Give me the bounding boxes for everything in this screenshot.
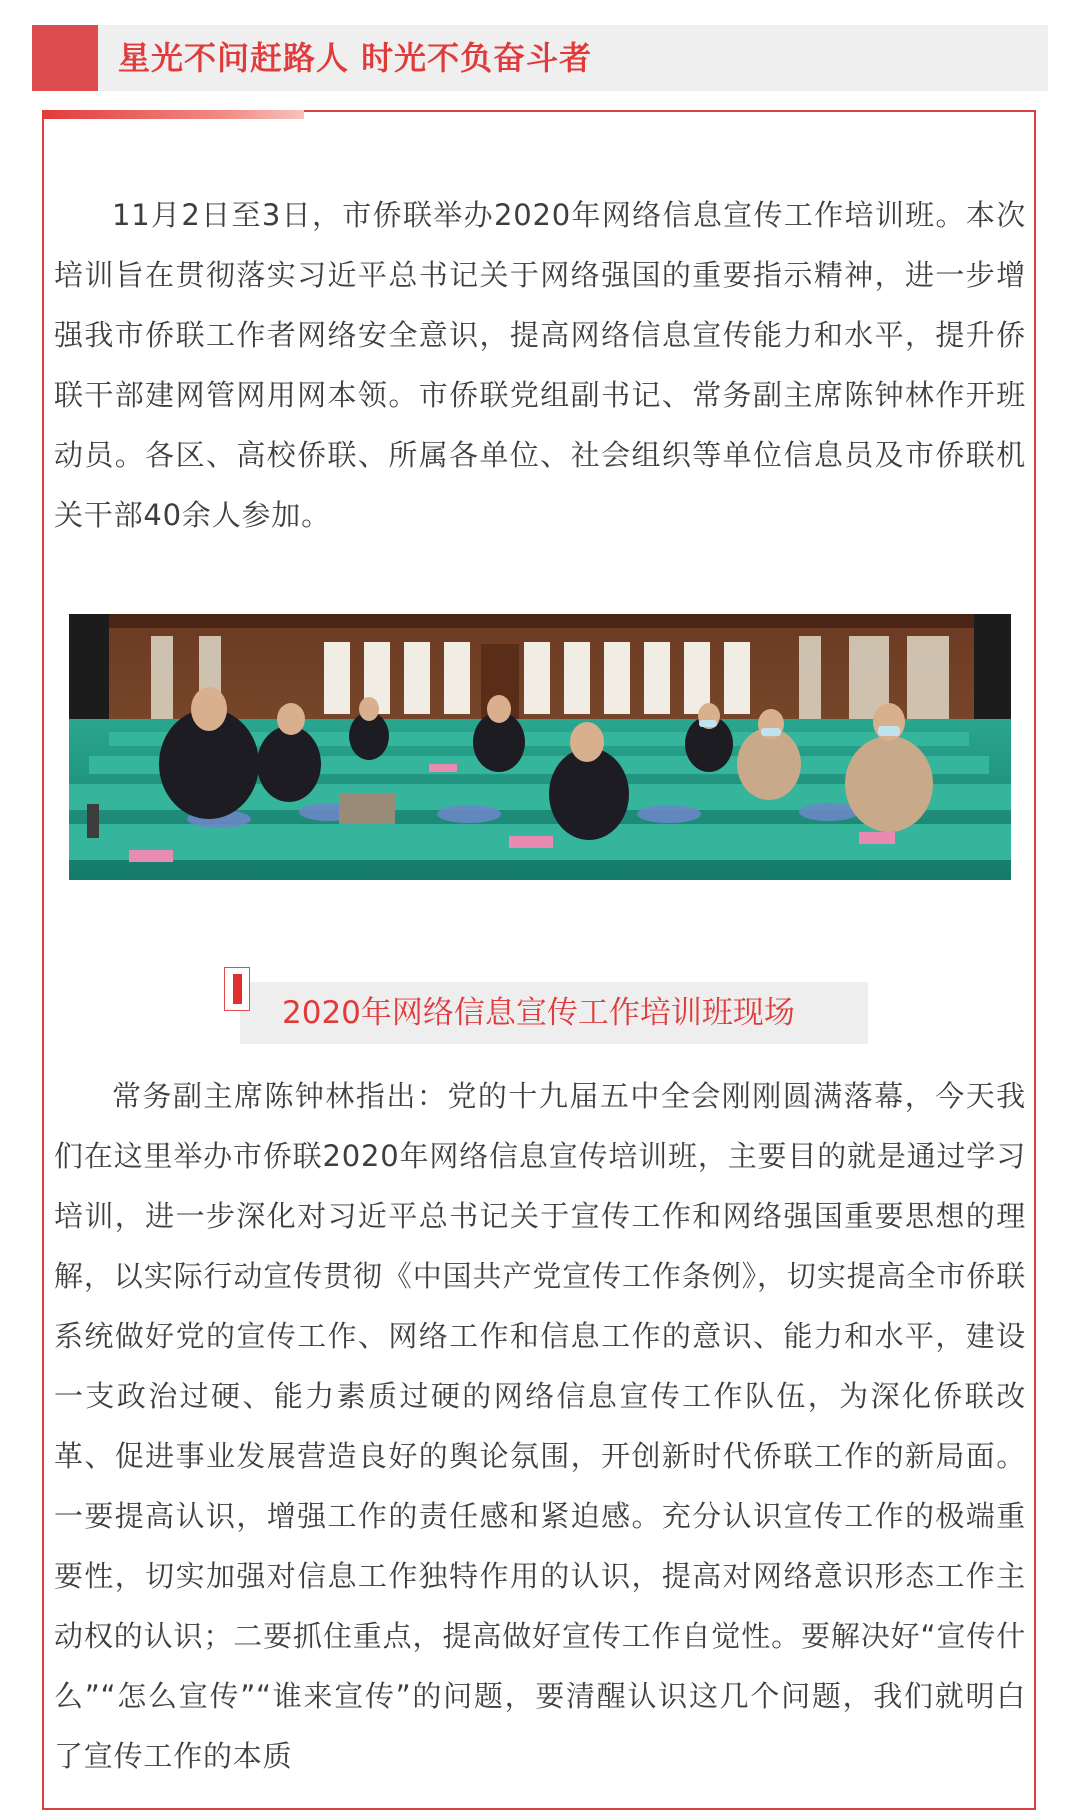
header-accent-block: [32, 25, 98, 91]
training-room-photo: [69, 614, 1011, 880]
article-paragraph-1: 11月2日至3日，市侨联举办2020年网络信息宣传工作培训班。本次培训旨在贯彻落实习近平总书记关于网络强国的重要指示精神，进一步增强我市侨联工作者网络安全意识，提高网络信息宣传能力和水平，提升侨联干部建网管网用网本领。市侨联党组副书记、常务副主席陈钟林作开班动员。各区、高校侨联、所属各单位、社会组织等单位信息员及市侨联机关干部40余人参加。: [54, 198, 1026, 532]
caption-marker-icon: [224, 967, 250, 1011]
section-header: [32, 25, 1048, 91]
article-paragraph-2: 常务副主席陈钟林指出：党的十九届五中全会刚刚圆满落幕，今天我们在这里举办市侨联2020年网络信息宣传培训班，主要目的就是通过学习培训，进一步深化对习近平总书记关于宣传工作和网络强国重要思想的理解，以实际行动宣传贯彻《中国共产党宣传工作条例》，切实提高全市侨联系统做好党的宣传工作、网络工作和信息工作的意识、能力和水平，建设一支政治过硬、能力素质过硬的网络信息宣传工作队伍，为深化侨联改革、促进事业发展营造良好的舆论氛围，开创新时代侨联工作的新局面。一要提高认识，增强工作的责任感和紧迫感。充分认识宣传工作的极端重要性，切实加强对信息工作独特作用的认识，提高对网络意识形态工作主动权的认识；二要抓住重点，提高做好宣传工作自觉性。要解决好“宣传什么”“怎么宣传”“谁来宣传”的问题，要清醒认识这几个问题，我们就明白了宣传工作的本质: [54, 1079, 1026, 1773]
section-title: 星光不问赶路人 时光不负奋斗者: [118, 39, 593, 77]
photo-caption: 2020年网络信息宣传工作培训班现场: [282, 995, 795, 1031]
frame-accent-bar: [42, 110, 304, 119]
